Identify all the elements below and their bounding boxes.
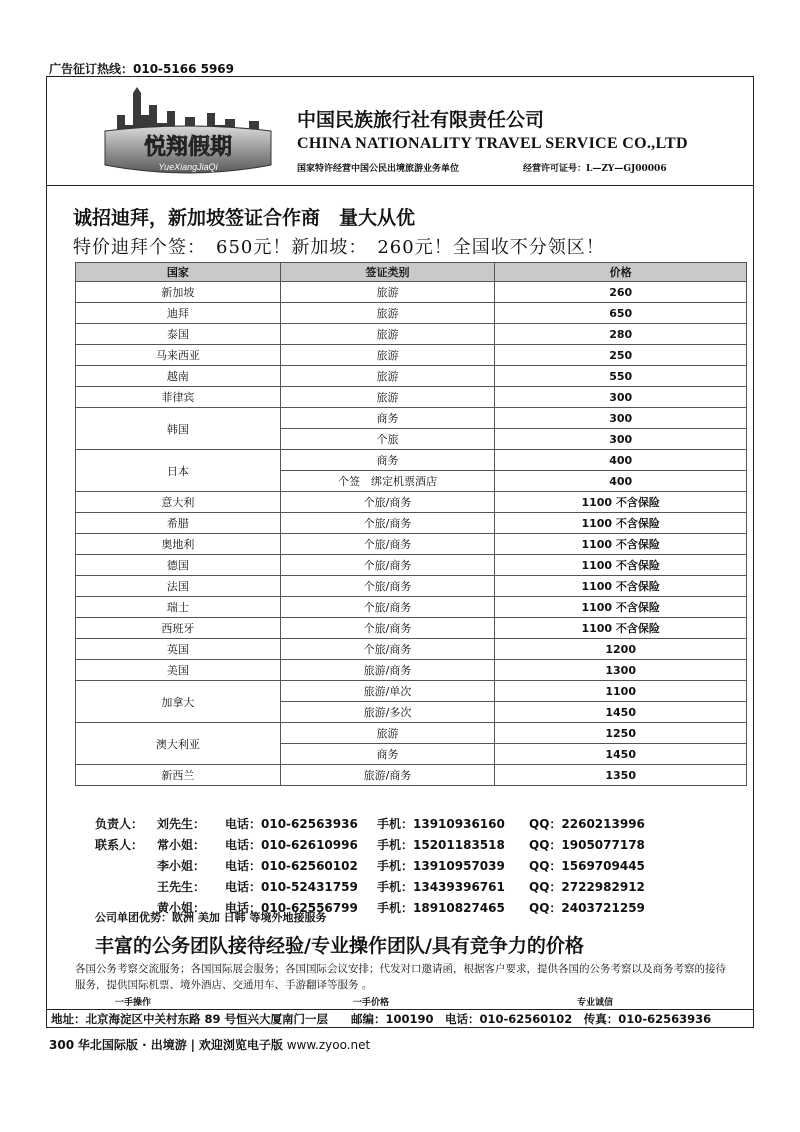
contact-tel: 电话：010-62560102	[225, 859, 358, 873]
visa-price-table	[75, 262, 747, 786]
header-country: 国家	[76, 263, 281, 282]
visa-type-cell: 个旅/商务	[280, 639, 495, 660]
page-number: 300	[49, 1038, 75, 1052]
price-cell: 1450	[495, 744, 747, 765]
country-cell: 英国	[76, 639, 281, 660]
table-row	[76, 681, 747, 702]
visa-type-cell: 个旅/商务	[280, 513, 495, 534]
contact-qq: QQ：1569709445	[529, 859, 645, 873]
price-cell: 1100	[495, 681, 747, 702]
table-row	[76, 765, 747, 786]
country-cell: 奥地利	[76, 534, 281, 555]
visa-type-cell: 个旅/商务	[280, 534, 495, 555]
price-cell: 250	[495, 345, 747, 366]
slogan: 丰富的公务团队接待经验/专业操作团队/具有竞争力的价格	[95, 935, 584, 957]
price-cell: 1100 不含保险	[495, 492, 747, 513]
contact-mobile: 手机：15201183518	[377, 838, 505, 852]
label-professional-integrity: 专业诚信	[577, 998, 614, 1008]
contact-name: 李小姐：	[157, 859, 206, 873]
contact-qq: QQ：2403721259	[529, 901, 645, 915]
price-cell: 1300	[495, 660, 747, 681]
visa-type-cell: 旅游/单次	[280, 681, 495, 702]
country-cell: 法国	[76, 576, 281, 597]
price-cell: 260	[495, 282, 747, 303]
price-cell: 1450	[495, 702, 747, 723]
country-cell: 澳大利亚	[76, 723, 281, 765]
table-row	[76, 282, 747, 303]
visa-type-cell: 个旅/商务	[280, 492, 495, 513]
country-cell: 韩国	[76, 408, 281, 450]
table-row	[76, 639, 747, 660]
country-cell: 西班牙	[76, 618, 281, 639]
headline: 诚招迪拜，新加坡签证合作商 量大从优	[73, 207, 416, 229]
logo-pinyin: YueXiangJiaQi	[158, 162, 218, 172]
table-row	[76, 513, 747, 534]
visa-type-cell: 个旅/商务	[280, 555, 495, 576]
visa-type-cell: 个旅	[280, 429, 495, 450]
visa-type-cell: 个旅/商务	[280, 576, 495, 597]
table-header-row	[76, 263, 747, 282]
visa-type-cell: 旅游/商务	[280, 765, 495, 786]
price-cell: 550	[495, 366, 747, 387]
header-price: 价格	[495, 263, 747, 282]
group-advantage: 公司单团优势：欧洲 美加 日韩 等境外地接服务	[95, 911, 327, 924]
price-cell: 1100 不含保险	[495, 597, 747, 618]
contact-mobile: 手机：18910827465	[377, 901, 505, 915]
visa-type-cell: 商务	[280, 408, 495, 429]
visa-type-cell: 商务	[280, 744, 495, 765]
visa-type-cell: 旅游	[280, 366, 495, 387]
visa-type-cell: 个旅/商务	[280, 597, 495, 618]
page-footer	[49, 1036, 370, 1053]
table-row	[76, 555, 747, 576]
price-cell: 300	[495, 387, 747, 408]
table-row	[76, 576, 747, 597]
visa-type-cell: 个旅/商务	[280, 618, 495, 639]
header-visa-type: 签证类别	[280, 263, 495, 282]
price-cell: 1350	[495, 765, 747, 786]
country-cell: 希腊	[76, 513, 281, 534]
contact-mobile: 手机：13910957039	[377, 859, 505, 873]
price-cell: 300	[495, 408, 747, 429]
table-row	[76, 534, 747, 555]
contact-mobile: 手机：13910936160	[377, 817, 505, 831]
table-row	[76, 408, 747, 429]
country-cell: 瑞士	[76, 597, 281, 618]
ad-hotline: 广告征订热线：010-5166 5969	[49, 62, 235, 76]
qualification-text: 国家特许经营中国公民出境旅游业务单位	[297, 164, 460, 174]
country-cell: 意大利	[76, 492, 281, 513]
address-line: 地址：北京海淀区中关村东路 89 号恒兴大厦南门一层 邮编：100190 电话：010-62560102 传真：010-62563936	[47, 1009, 753, 1028]
contact-qq: QQ：2722982912	[529, 880, 645, 894]
visa-type-cell: 旅游	[280, 345, 495, 366]
contact-name: 黄小姐：	[157, 901, 206, 915]
country-cell: 新加坡	[76, 282, 281, 303]
table-row	[76, 450, 747, 471]
country-cell: 越南	[76, 366, 281, 387]
feature-labels	[47, 995, 753, 1009]
table-row	[76, 723, 747, 744]
country-cell: 加拿大	[76, 681, 281, 723]
price-cell: 1100 不含保险	[495, 576, 747, 597]
contact-name: 刘先生：	[157, 817, 206, 831]
price-cell: 1100 不含保险	[495, 534, 747, 555]
country-cell: 迪拜	[76, 303, 281, 324]
price-cell: 1250	[495, 723, 747, 744]
company-logo	[103, 85, 273, 177]
price-cell: 650	[495, 303, 747, 324]
contact-qq: QQ：1905077178	[529, 838, 645, 852]
permit-number: 经营许可证号：L—ZY—GJ00006	[523, 164, 667, 174]
country-cell: 德国	[76, 555, 281, 576]
price-cell: 1200	[495, 639, 747, 660]
table-row	[76, 492, 747, 513]
contact-mobile: 手机：13439396761	[377, 880, 505, 894]
table-body	[76, 282, 747, 786]
table-row	[76, 345, 747, 366]
contact-role: 负责人：	[95, 817, 144, 831]
label-first-hand-operation: 一手操作	[115, 998, 152, 1008]
service-description: 各国公务考察交流服务；各国国际展会服务；各国国际会议安排；代发对口邀请函，根据客户要求，提供各国的公务考察以及商务考察的接待服务，提供国际机票、境外酒店、交通用车、手游翻译等服务 。	[75, 963, 726, 991]
country-cell: 泰国	[76, 324, 281, 345]
table-row	[76, 597, 747, 618]
table-row	[76, 324, 747, 345]
price-cell: 400	[495, 450, 747, 471]
ad-header	[47, 77, 753, 186]
contact-role: 联系人：	[95, 838, 144, 852]
browse-text: 欢迎浏览电子版	[198, 1038, 283, 1052]
visa-type-cell: 旅游	[280, 324, 495, 345]
visa-type-cell: 旅游/多次	[280, 702, 495, 723]
company-name-en: CHINA NATIONALITY TRAVEL SERVICE CO.,LTD	[297, 135, 688, 152]
footer-separator: |	[190, 1038, 196, 1052]
country-cell: 新西兰	[76, 765, 281, 786]
price-cell: 1100 不含保险	[495, 555, 747, 576]
contact-tel: 电话：010-62610996	[225, 838, 358, 852]
table-row	[76, 366, 747, 387]
visa-type-cell: 旅游	[280, 303, 495, 324]
contact-qq: QQ：2260213996	[529, 817, 645, 831]
visa-type-cell: 旅游	[280, 282, 495, 303]
ad-frame	[46, 76, 754, 1028]
edition-name: 华北国际版 · 出境游	[77, 1038, 187, 1052]
visa-type-cell: 旅游	[280, 723, 495, 744]
site-url-link[interactable]: www.zyoo.net	[286, 1038, 371, 1052]
price-cell: 280	[495, 324, 747, 345]
contact-tel: 电话：010-62556799	[225, 901, 358, 915]
visa-type-cell: 旅游/商务	[280, 660, 495, 681]
country-cell: 马来西亚	[76, 345, 281, 366]
price-cell: 400	[495, 471, 747, 492]
visa-type-cell: 商务	[280, 450, 495, 471]
price-cell: 1100 不含保险	[495, 618, 747, 639]
country-cell: 日本	[76, 450, 281, 492]
table-row	[76, 303, 747, 324]
price-cell: 1100 不含保险	[495, 513, 747, 534]
country-cell: 菲律宾	[76, 387, 281, 408]
table-row	[76, 618, 747, 639]
contact-name: 王先生：	[157, 880, 206, 894]
contact-tel: 电话：010-52431759	[225, 880, 358, 894]
table-row	[76, 387, 747, 408]
price-subhead: 特价迪拜个签： 650元！新加坡： 260元！全国收不分领区！	[73, 237, 605, 258]
logo-text: 悦翔假期	[143, 135, 233, 160]
contact-tel: 电话：010-62563936	[225, 817, 358, 831]
contact-name: 常小姐：	[157, 838, 206, 852]
price-cell: 300	[495, 429, 747, 450]
visa-type-cell: 个签 绑定机票酒店	[280, 471, 495, 492]
visa-type-cell: 旅游	[280, 387, 495, 408]
company-name-cn: 中国民族旅行社有限责任公司	[297, 109, 545, 131]
country-cell: 美国	[76, 660, 281, 681]
table-row	[76, 660, 747, 681]
label-first-hand-price: 一手价格	[353, 998, 390, 1008]
